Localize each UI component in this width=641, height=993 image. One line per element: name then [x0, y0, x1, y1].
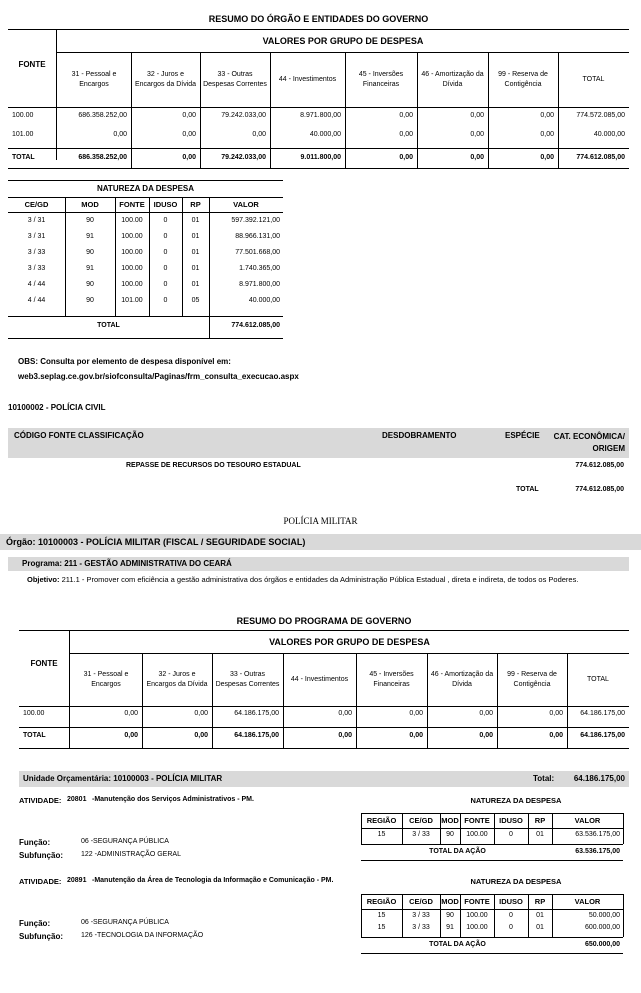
subfuncao-label: Subfunção:: [19, 932, 63, 941]
total-acao-value: 63.536.175,00: [575, 848, 620, 855]
atividade-desc: -Manutenção dos Serviços Administrativos - PM.: [92, 796, 254, 803]
total-cell: 0,00: [338, 732, 352, 739]
pm-heading: POLÍCIA MILITAR: [283, 516, 358, 526]
natureza-cell: 3 / 33: [27, 249, 46, 256]
desdobramento-header: DESDOBRAMENTO: [382, 431, 457, 440]
natureza-col-header: REGIÃO: [366, 897, 397, 906]
value-cell: 0,00: [540, 112, 554, 119]
natureza-col-header: VALOR: [574, 897, 601, 906]
column-header: TOTAL: [582, 75, 605, 83]
natureza-cell: 100.00: [466, 831, 488, 838]
pc-total-label: TOTAL: [516, 486, 539, 493]
row-divider: [8, 212, 283, 213]
col-divider: [270, 52, 271, 168]
programa-bar: Programa: 211 - GESTÃO ADMINISTRATIVA DO CEARÁ: [8, 557, 629, 571]
value-cell: 0,00: [194, 710, 208, 717]
total-acao-value: 650.000,00: [584, 941, 620, 948]
fonte-header: FONTE: [18, 60, 46, 69]
col-divider: [361, 813, 362, 844]
natureza-cell: 100.00: [121, 265, 143, 272]
total-cell: 79.242.033,00: [221, 154, 266, 161]
atividade-code: 20891: [67, 877, 87, 884]
column-header: 44 - Investimentos: [290, 675, 349, 683]
especie-header: ESPÉCIE: [505, 431, 540, 440]
value-cell: 0,00: [409, 710, 423, 717]
funcao-label: Função:: [19, 838, 51, 847]
natureza-col-header: MOD: [81, 200, 99, 209]
unidade-bar: [19, 771, 629, 787]
natureza-col-header: CE/GD: [409, 897, 433, 906]
natureza-cell: 0: [163, 233, 168, 240]
natureza-cell: 8.971.800,00: [239, 281, 280, 288]
natureza-cell: 90: [86, 249, 94, 256]
column-header: 32 - Juros e Encargos da Dívida: [134, 70, 197, 88]
col-divider: [494, 813, 495, 844]
natureza-col-header: IDUSO: [153, 200, 178, 209]
atividade-label: ATIVIDADE:: [19, 796, 62, 805]
natureza-cell: 1.740.365,00: [239, 265, 280, 272]
orgao-summary-table: [8, 8, 629, 160]
unidade-total-label: Total:: [533, 774, 555, 783]
natureza-cell: 90: [86, 281, 94, 288]
natureza-col-header: VALOR: [574, 816, 601, 825]
value-cell: 79.242.033,00: [221, 112, 266, 119]
row-divider: [8, 338, 283, 339]
value-cell: 64.186.175,00: [580, 710, 625, 717]
natureza-title: NATUREZA DA DESPESA: [470, 796, 562, 805]
group-header-2: VALORES POR GRUPO DE DESPESA: [269, 637, 430, 647]
total-cell: 0,00: [182, 154, 196, 161]
natureza-cell: 100.00: [121, 217, 143, 224]
natureza-cell: 50.000,00: [588, 912, 620, 919]
natureza-cell: 600.000,00: [584, 924, 620, 931]
natureza-table: [8, 180, 283, 340]
col-divider: [558, 52, 559, 168]
programa-summary-table: [19, 611, 629, 748]
row-divider: [8, 316, 283, 317]
atividade-label: ATIVIDADE:: [19, 877, 62, 886]
row-divider: [361, 953, 623, 954]
objetivo-label: Objetivo:: [27, 575, 60, 584]
col-divider: [283, 653, 284, 748]
value-cell: 0,00: [479, 710, 493, 717]
orgao-summary-title: RESUMO DO ÓRGÃO E ENTIDADES DO GOVERNO: [8, 8, 629, 30]
natureza-title: NATUREZA DA DESPESA: [470, 877, 562, 886]
value-cell: 0,00: [182, 112, 196, 119]
obs-line-1: OBS: Consulta por elemento de despesa disponível em:: [18, 357, 231, 366]
column-header: 31 - Pessoal e Encargos: [83, 670, 129, 688]
total-cell: 64.186.175,00: [580, 732, 625, 739]
total-cell: 0,00: [549, 732, 563, 739]
col-divider: [497, 653, 498, 748]
natureza-cell: 91: [446, 924, 454, 931]
row-divider: [361, 937, 623, 938]
col-divider: [427, 653, 428, 748]
natureza-cell: 01: [191, 281, 200, 288]
column-header: 33 - Outras Despesas Correntes: [203, 70, 267, 88]
value-cell: 0,00: [470, 131, 484, 138]
unidade-total-value: 64.186.175,00: [573, 774, 625, 783]
natureza-col-header: RP: [534, 897, 546, 906]
column-header: 99 - Reserva de Contigência: [507, 670, 557, 688]
natureza-cell: 3 / 33: [27, 265, 46, 272]
total-cell: 0,00: [124, 732, 138, 739]
natureza-cell: 597.392.121,00: [231, 217, 280, 224]
col-divider: [567, 653, 568, 748]
col-divider: [131, 52, 132, 168]
col-divider: [345, 52, 346, 168]
objetivo-text: 211.1 - Promover com eficiência a gestão administrativa dos órgãos e entidades da Administração Pública Estadual , direta e indireta, de todos os Poderes.: [61, 575, 579, 584]
row-divider: [361, 860, 623, 861]
column-header: TOTAL: [587, 675, 609, 683]
natureza-cell: 100.00: [121, 281, 143, 288]
value-cell: 0,00: [399, 112, 413, 119]
natureza-cell: 0: [163, 249, 168, 256]
col-divider: [212, 653, 213, 748]
natureza-col-header: CE/GD: [409, 816, 433, 825]
value-cell: 0,00: [252, 131, 266, 138]
natureza-col-header: MOD: [441, 897, 459, 906]
fonte-cell: 101.00: [12, 131, 34, 138]
natureza-cell: 100.00: [466, 912, 488, 919]
total-cell: 0,00: [470, 154, 484, 161]
atividade-desc: -Manutenção da Área de Tecnologia da Informação e Comunicação - PM.: [92, 877, 334, 884]
column-header: 46 - Amortização da Dívida: [430, 670, 494, 688]
natureza-cell: 0: [509, 924, 513, 931]
total-cell: 64.186.175,00: [234, 732, 279, 739]
value-cell: 0,00: [338, 710, 352, 717]
cat-economica-header: CAT. ECONÔMICA/ ORIGEM: [553, 432, 625, 453]
natureza-col-header: IDUSO: [499, 897, 523, 906]
natureza-cell: 15: [377, 831, 386, 838]
column-header: 33 - Outras Despesas Correntes: [215, 670, 280, 688]
natureza-cell: 01: [191, 249, 200, 256]
natureza-title: NATUREZA DA DESPESA: [96, 184, 195, 193]
natureza-cell: 15: [377, 924, 386, 931]
total-cell: 774.612.085,00: [576, 154, 625, 161]
col-divider: [552, 813, 553, 844]
col-divider: [417, 52, 418, 168]
orgao-bar: Órgão: 10100003 - POLÍCIA MILITAR (FISCAL / SEGURIDADE SOCIAL): [0, 534, 641, 550]
natureza-cell: 0: [509, 831, 513, 838]
natureza-col-header: FONTE: [119, 200, 145, 209]
natureza-cell: 01: [536, 924, 544, 931]
unidade-label: Unidade Orçamentária: 10100003 - POLÍCIA MILITAR: [23, 774, 223, 783]
funcao-value: 06 -SEGURANÇA PÚBLICA: [81, 838, 169, 845]
natureza-cell: 91: [86, 265, 94, 272]
col-divider: [623, 894, 624, 937]
column-header: 99 - Reserva de Contigência: [498, 70, 548, 88]
pc-total-value: 774.612.085,00: [575, 486, 624, 493]
total-cell: 0,00: [479, 732, 493, 739]
value-cell: 40.000,00: [593, 131, 625, 138]
total-acao-label: TOTAL DA AÇÃO: [429, 848, 486, 855]
natureza-cell: 100.00: [121, 233, 143, 240]
row-divider: [361, 894, 623, 895]
classificacao-header: [8, 428, 629, 458]
natureza-cell: 0: [163, 281, 168, 288]
natureza-cell: 0: [509, 912, 513, 919]
value-cell: 0,00: [540, 131, 554, 138]
total-cell: 686.358.252,00: [78, 154, 127, 161]
row-divider: [361, 813, 623, 814]
natureza-cell: 01: [536, 912, 544, 919]
natureza-cell: 101.00: [121, 297, 143, 304]
natureza-col-header: RP: [190, 200, 201, 209]
value-cell: 0,00: [182, 131, 196, 138]
repasse-label: REPASSE DE RECURSOS DO TESOURO ESTADUAL: [126, 462, 301, 469]
column-header: 46 - Amortização da Dívida: [421, 70, 484, 88]
natureza-cell: 3 / 33: [412, 924, 430, 931]
total-cell: 0,00: [194, 732, 208, 739]
codigo-fonte-header: CÓDIGO FONTE CLASSIFICAÇÃO: [14, 431, 144, 440]
row-divider: [361, 828, 623, 829]
natureza-col-header: REGIÃO: [366, 816, 397, 825]
fonte-header-2: FONTE: [30, 659, 58, 668]
natureza-cell: 100.00: [121, 249, 143, 256]
natureza-col-header: RP: [534, 816, 546, 825]
value-cell: 40.000,00: [309, 131, 341, 138]
column-header: 45 - Inversões Financeiras: [358, 70, 404, 88]
col-divider: [356, 653, 357, 748]
natureza-cell: 100.00: [466, 924, 488, 931]
col-divider: [488, 52, 489, 168]
total-acao-label: TOTAL DA AÇÃO: [429, 941, 486, 948]
col-divider: [440, 813, 441, 844]
total-cell: 0,00: [399, 154, 413, 161]
subfuncao-value: 122 -ADMINISTRAÇÃO GERAL: [81, 851, 181, 858]
total-cell: 9.011.800,00: [300, 154, 341, 161]
col-divider: [402, 813, 403, 844]
atividade-20801: [19, 794, 629, 866]
natureza-col-header: CE/GD: [24, 200, 49, 209]
value-cell: 64.186.175,00: [234, 710, 279, 717]
natureza-cell: 90: [446, 831, 454, 838]
obs-link[interactable]: web3.seplag.ce.gov.br/siofconsulta/Paginas/frm_consulta_execucao.aspx: [18, 372, 299, 381]
row-divider: [361, 844, 623, 845]
natureza-cell: 3 / 33: [412, 912, 430, 919]
value-cell: 774.572.085,00: [576, 112, 625, 119]
column-header: 44 - Investimentos: [278, 75, 337, 83]
value-cell: 0,00: [399, 131, 413, 138]
row-divider: [361, 909, 623, 910]
funcao-label: Função:: [19, 919, 51, 928]
group-header: VALORES POR GRUPO DE DESPESA: [262, 36, 424, 46]
funcao-value: 06 -SEGURANÇA PÚBLICA: [81, 919, 169, 926]
fonte-cell: 100.00: [23, 710, 45, 717]
col-divider: [142, 653, 143, 748]
col-divider: [528, 813, 529, 844]
natureza-cell: 01: [191, 265, 200, 272]
natureza-cell: 91: [86, 233, 94, 240]
natureza-cell: 63.536.175,00: [575, 831, 620, 838]
column-header: 31 - Pessoal e Encargos: [71, 70, 117, 88]
natureza-total-value: 774.612.085,00: [231, 322, 280, 329]
natureza-col-header: VALOR: [233, 200, 259, 209]
value-cell: 8.971.800,00: [300, 112, 341, 119]
objetivo-line: [27, 575, 578, 584]
natureza-col-header: FONTE: [464, 897, 490, 906]
natureza-cell: 01: [536, 831, 544, 838]
value-cell: 0,00: [113, 131, 127, 138]
value-cell: 0,00: [470, 112, 484, 119]
natureza-cell: 15: [377, 912, 386, 919]
total-label: TOTAL: [23, 732, 46, 739]
atividade-code: 20801: [67, 796, 87, 803]
natureza-cell: 0: [163, 265, 168, 272]
subfuncao-label: Subfunção:: [19, 851, 63, 860]
natureza-cell: 90: [86, 297, 94, 304]
natureza-cell: 90: [86, 217, 94, 224]
fonte-cell: 100.00: [12, 112, 34, 119]
natureza-cell: 77.501.668,00: [235, 249, 280, 256]
value-cell: 686.358.252,00: [78, 112, 127, 119]
natureza-cell: 0: [163, 297, 168, 304]
column-header: 32 - Juros e Encargos da Dívida: [146, 670, 208, 688]
natureza-total-label: TOTAL: [97, 322, 120, 329]
repasse-value: 774.612.085,00: [575, 462, 624, 469]
natureza-cell: 05: [191, 297, 200, 304]
subfuncao-value: 126 -TECNOLOGIA DA INFORMAÇÃO: [81, 932, 204, 939]
natureza-cell: 01: [191, 233, 200, 240]
natureza-cell: 01: [191, 217, 200, 224]
total-cell: 0,00: [540, 154, 554, 161]
natureza-cell: 0: [163, 217, 168, 224]
atividade-20891: [19, 875, 629, 959]
natureza-cell: 4 / 44: [27, 297, 46, 304]
natureza-col-header: FONTE: [464, 816, 490, 825]
col-divider: [200, 52, 201, 168]
natureza-col-header: IDUSO: [499, 816, 523, 825]
natureza-cell: 40.000,00: [248, 297, 280, 304]
value-cell: 0,00: [549, 710, 563, 717]
natureza-cell: 3 / 31: [27, 217, 46, 224]
total-label: TOTAL: [12, 154, 35, 161]
total-cell: 0,00: [409, 732, 423, 739]
natureza-cell: 90: [446, 912, 454, 919]
natureza-cell: 88.966.131,00: [235, 233, 280, 240]
programa-summary-title: RESUMO DO PROGRAMA DE GOVERNO: [19, 611, 629, 631]
policia-civil-title: 10100002 - POLÍCIA CIVIL: [8, 403, 106, 412]
natureza-col-header: MOD: [441, 816, 459, 825]
value-cell: 0,00: [124, 710, 138, 717]
natureza-cell: 4 / 44: [27, 281, 46, 288]
col-divider: [460, 813, 461, 844]
column-header: 45 - Inversões Financeiras: [369, 670, 414, 688]
natureza-cell: 3 / 31: [27, 233, 46, 240]
natureza-cell: 3 / 33: [412, 831, 430, 838]
col-divider: [623, 813, 624, 844]
